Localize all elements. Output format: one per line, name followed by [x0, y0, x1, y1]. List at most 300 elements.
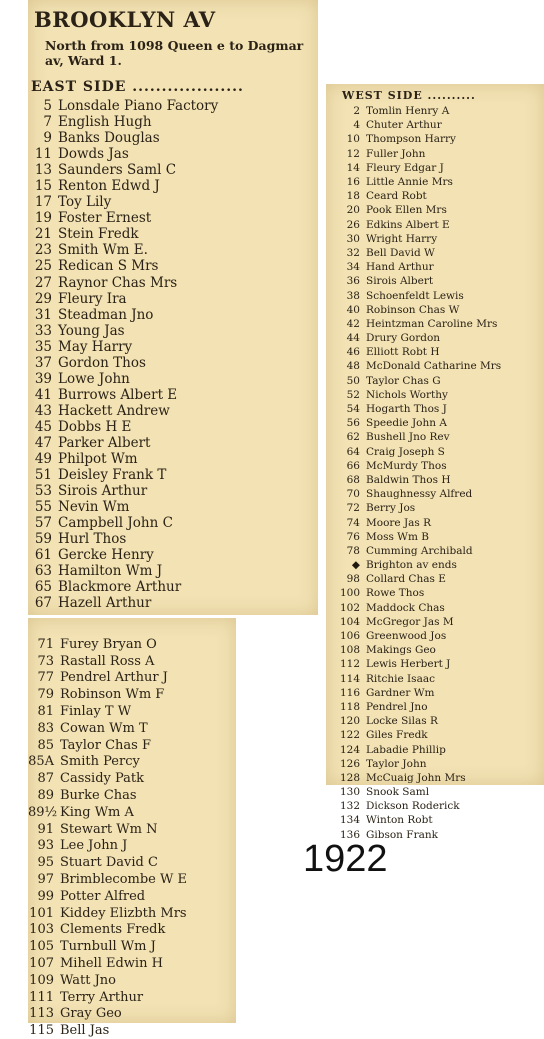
directory-entry	[326, 218, 501, 232]
resident-name: Snook Saml	[366, 786, 430, 799]
directory-entry	[28, 323, 218, 339]
directory-entry	[28, 754, 187, 771]
directory-entry	[28, 275, 218, 291]
east-side-list	[28, 98, 218, 612]
house-number: 132	[339, 800, 360, 813]
house-number: 59	[34, 531, 52, 548]
directory-entry	[28, 531, 218, 547]
directory-entry	[28, 162, 218, 178]
directory-entry	[326, 742, 501, 756]
directory-entry	[326, 232, 501, 246]
house-number: 126	[339, 757, 360, 770]
resident-name: Makings Geo	[366, 644, 436, 657]
resident-name: Bell Jas	[60, 1023, 110, 1039]
directory-entry	[326, 203, 501, 217]
house-number: 113	[29, 1006, 54, 1022]
resident-name: Blackmore Arthur	[58, 579, 182, 596]
directory-entry	[326, 246, 501, 260]
directory-entry	[326, 714, 501, 728]
resident-name: Little Annie Mrs	[366, 176, 453, 189]
house-number: 79	[37, 687, 54, 703]
directory-entry	[28, 636, 187, 653]
house-number: 38	[346, 289, 360, 302]
resident-name: English Hugh	[58, 114, 152, 131]
resident-name: Gercke Henry	[58, 547, 154, 564]
house-number: 116	[339, 686, 360, 699]
resident-name: McCuaig John Mrs	[366, 771, 466, 784]
house-number: 40	[346, 303, 360, 316]
resident-name: Philpot Wm	[58, 451, 138, 468]
house-number: 55	[34, 499, 52, 516]
house-number: 100	[339, 587, 360, 600]
house-number: 11	[34, 146, 52, 163]
house-number: 47	[34, 435, 52, 451]
resident-name: Elliott Robt H	[366, 346, 440, 359]
directory-entry	[28, 938, 187, 955]
house-number: 12	[346, 147, 360, 160]
house-number: 15	[34, 178, 52, 195]
east-side-continued-list	[28, 636, 187, 1039]
directory-entry	[326, 161, 501, 175]
resident-name: Thompson Harry	[366, 133, 456, 146]
resident-name: Moore Jas R	[366, 516, 432, 529]
resident-name: Kiddey Elizbth Mrs	[60, 905, 187, 921]
resident-name: Pendrel Jno	[366, 700, 428, 713]
house-number: 124	[339, 743, 360, 756]
directory-entry	[326, 572, 501, 586]
resident-name: Greenwood Jos	[366, 630, 447, 643]
west-side-list	[326, 104, 501, 842]
resident-name: Taylor Chas G	[366, 374, 441, 387]
house-number: 51	[34, 467, 52, 484]
directory-entry	[326, 473, 501, 487]
house-number: 111	[29, 989, 54, 1005]
resident-name: Gray Geo	[60, 1006, 122, 1022]
directory-entry	[326, 813, 501, 827]
resident-name: Pendrel Arthur J	[60, 670, 168, 686]
house-number: 41	[34, 386, 52, 403]
directory-entry	[28, 737, 187, 754]
resident-name: Sirois Arthur	[58, 483, 148, 500]
house-number: 10	[346, 133, 360, 146]
directory-entry	[28, 653, 187, 670]
resident-name: Berry Jos	[366, 502, 416, 515]
resident-name: Maddock Chas	[366, 601, 445, 614]
directory-entry	[28, 403, 218, 419]
resident-name: Terry Arthur	[60, 989, 144, 1005]
house-number: 19	[34, 210, 52, 227]
resident-name: Hand Arthur	[366, 261, 434, 274]
directory-entry	[28, 467, 218, 483]
house-number: 99	[37, 888, 54, 904]
resident-name: Foster Ernest	[58, 210, 152, 227]
resident-name: Banks Douglas	[58, 130, 160, 147]
resident-name: Drury Gordon	[366, 332, 441, 345]
house-number: 104	[339, 615, 360, 628]
directory-entry	[28, 922, 187, 939]
resident-name: Labadie Phillip	[366, 743, 446, 756]
directory-entry	[326, 288, 501, 302]
directory-entry	[28, 955, 187, 972]
resident-name: Furey Bryan O	[60, 636, 157, 652]
directory-entry	[28, 888, 187, 905]
resident-name: Tomlin Henry A	[366, 105, 450, 118]
resident-name: McGregor Jas M	[366, 615, 454, 628]
resident-name: Redican S Mrs	[58, 258, 159, 275]
house-number: 120	[339, 715, 360, 728]
resident-name: Gibson Frank	[366, 828, 438, 841]
directory-entry	[326, 416, 501, 430]
street-description-line-2: av, Ward 1.	[45, 53, 122, 68]
directory-entry	[326, 771, 501, 785]
house-number: 21	[34, 226, 52, 243]
east-side-heading: EAST SIDE ...................	[31, 79, 244, 95]
house-number: 37	[34, 354, 52, 371]
house-number: 27	[34, 274, 52, 291]
directory-entry	[28, 371, 218, 387]
resident-name: Chuter Arthur	[366, 119, 442, 132]
house-number: 76	[346, 530, 360, 543]
house-number: 63	[34, 563, 52, 580]
house-number: 73	[37, 653, 54, 669]
house-number: 102	[339, 601, 360, 614]
directory-entry	[28, 804, 187, 821]
resident-name: Smith Wm E.	[58, 242, 148, 259]
house-number: 130	[339, 786, 360, 799]
house-number: 26	[346, 218, 360, 231]
house-number: 87	[37, 771, 54, 787]
directory-entry	[326, 530, 501, 544]
house-number: 56	[346, 417, 360, 430]
street-description-line-1: North from 1098 Queen e to Dagmar	[45, 38, 304, 53]
house-number: 17	[34, 194, 52, 211]
house-number: 128	[339, 771, 360, 784]
house-number: 68	[346, 473, 360, 486]
house-number: 7	[43, 114, 52, 131]
resident-name: Stein Fredk	[58, 226, 139, 243]
directory-entry	[326, 601, 501, 615]
directory-entry	[28, 242, 218, 258]
resident-name: Lee John J	[60, 838, 128, 854]
resident-name: Fleury Edgar J	[366, 161, 444, 174]
directory-entry	[326, 118, 501, 132]
house-number: 66	[346, 459, 360, 472]
resident-name: Taylor John	[366, 757, 427, 770]
directory-entry	[28, 770, 187, 787]
house-number: 89½	[28, 804, 58, 820]
resident-name: Brighton av ends	[366, 559, 457, 572]
directory-entry	[326, 558, 501, 572]
resident-name: Ceard Robt	[366, 190, 427, 203]
resident-name: Winton Robt	[366, 814, 433, 827]
house-number: 43	[34, 402, 52, 419]
directory-entry	[326, 785, 501, 799]
directory-entry	[326, 374, 501, 388]
directory-entry	[28, 258, 218, 274]
resident-name: Turnbull Wm J	[60, 939, 156, 955]
house-number: 65	[34, 579, 52, 596]
directory-entry	[28, 499, 218, 515]
resident-name: Cowan Wm T	[60, 720, 148, 736]
house-number: 61	[34, 547, 52, 564]
house-number: 31	[34, 306, 52, 323]
directory-entry	[326, 359, 501, 373]
directory-entry	[326, 388, 501, 402]
house-number: 62	[346, 431, 360, 444]
house-number: 34	[346, 261, 360, 274]
directory-entry	[28, 579, 218, 595]
resident-name: Lonsdale Piano Factory	[58, 98, 219, 115]
resident-name: Gardner Wm	[366, 686, 435, 699]
directory-entry	[28, 703, 187, 720]
directory-entry	[326, 175, 501, 189]
house-number: 136	[339, 828, 360, 841]
directory-entry	[28, 563, 218, 579]
house-number: 33	[34, 322, 52, 339]
resident-name: Hogarth Thos J	[366, 403, 447, 416]
resident-name: Parker Albert	[58, 435, 151, 451]
resident-name: Hackett Andrew	[58, 402, 170, 419]
resident-name: Fuller John	[366, 147, 426, 160]
house-number: 29	[34, 290, 52, 307]
directory-entry	[326, 544, 501, 558]
directory-entry	[28, 146, 218, 162]
resident-name: Hamilton Wm J	[58, 563, 163, 580]
house-number: 107	[29, 956, 54, 972]
house-number: 50	[346, 374, 360, 387]
resident-name: Dowds Jas	[58, 146, 129, 163]
house-number: 44	[346, 332, 360, 345]
house-number: 32	[346, 246, 360, 259]
resident-name: Smith Percy	[60, 754, 140, 770]
house-number: 52	[346, 388, 360, 401]
house-number: 112	[339, 658, 360, 671]
house-number: 114	[339, 672, 360, 685]
house-number: 101	[29, 905, 54, 921]
directory-entry	[28, 821, 187, 838]
resident-name: McDonald Catharine Mrs	[366, 360, 502, 373]
directory-entry	[28, 451, 218, 467]
resident-name: Fleury Ira	[58, 290, 127, 307]
resident-name: Collard Chas E	[366, 573, 446, 586]
directory-entry	[326, 615, 501, 629]
directory-entry	[326, 657, 501, 671]
house-number: 115	[29, 1023, 54, 1039]
directory-entry	[326, 104, 501, 118]
directory-entry	[326, 147, 501, 161]
house-number: 18	[346, 190, 360, 203]
directory-entry	[28, 1006, 187, 1023]
directory-entry	[326, 132, 501, 146]
house-number: 71	[37, 636, 54, 652]
house-number: 16	[346, 176, 360, 189]
directory-entry	[28, 339, 218, 355]
house-number: 106	[339, 630, 360, 643]
directory-entry	[326, 274, 501, 288]
directory-entry	[28, 194, 218, 210]
directory-entry	[28, 670, 187, 687]
directory-entry	[326, 345, 501, 359]
resident-name: Heintzman Caroline Mrs	[366, 317, 498, 330]
resident-name: Dobbs H E	[58, 418, 132, 435]
resident-name: Brimblecombe W E	[60, 872, 187, 888]
house-number: 81	[37, 704, 54, 720]
directory-entry	[28, 515, 218, 531]
resident-name: Moss Wm B	[366, 530, 429, 543]
house-number: 25	[34, 258, 52, 275]
directory-entry	[28, 226, 218, 242]
directory-entry	[28, 854, 187, 871]
house-number: 95	[37, 855, 54, 871]
directory-clipping-east-side	[28, 0, 318, 615]
house-number: 42	[346, 317, 360, 330]
resident-name: Nevin Wm	[58, 499, 130, 516]
directory-entry	[28, 210, 218, 226]
resident-name: Pook Ellen Mrs	[366, 204, 447, 217]
house-number: 103	[29, 922, 54, 938]
house-number: 105	[29, 939, 54, 955]
house-number: 35	[34, 338, 52, 355]
house-number: 70	[346, 488, 360, 501]
directory-entry	[28, 419, 218, 435]
directory-entry	[326, 317, 501, 331]
resident-name: Watt Jno	[60, 972, 116, 988]
directory-entry	[28, 787, 187, 804]
resident-name: Steadman Jno	[58, 306, 154, 323]
year-label: 1922	[303, 838, 388, 880]
house-number: 93	[37, 838, 54, 854]
resident-name: Renton Edwd J	[58, 178, 160, 195]
directory-entry	[28, 871, 187, 888]
resident-name: Bell David W	[366, 246, 435, 259]
house-number: 54	[346, 403, 360, 416]
house-number: 97	[37, 872, 54, 888]
resident-name: Deisley Frank T	[58, 467, 167, 484]
directory-entry	[326, 799, 501, 813]
resident-name: Shaughnessy Alfred	[366, 488, 473, 501]
resident-name: Rastall Ross A	[60, 653, 155, 669]
resident-name: Schoenfeldt Lewis	[366, 289, 464, 302]
directory-entry	[326, 430, 501, 444]
resident-name: Speedie John A	[366, 417, 447, 430]
directory-entry	[326, 586, 501, 600]
resident-name: Stuart David C	[60, 855, 158, 871]
house-number: 57	[34, 515, 52, 532]
resident-name: Sirois Albert	[366, 275, 434, 288]
house-number: 85A	[28, 754, 54, 770]
house-number: 74	[346, 516, 360, 529]
resident-name: Campbell John C	[58, 515, 173, 532]
diamond-marker: ◆	[351, 559, 360, 572]
directory-entry	[326, 686, 501, 700]
resident-name: Hazell Arthur	[58, 595, 152, 612]
resident-name: Saunders Saml C	[58, 162, 177, 179]
resident-name: Clements Fredk	[60, 922, 166, 938]
resident-name: Cumming Archibald	[366, 544, 473, 557]
resident-name: Stewart Wm N	[60, 821, 158, 837]
directory-entry	[326, 501, 501, 515]
directory-entry	[28, 1022, 187, 1039]
resident-name: Rowe Thos	[366, 587, 425, 600]
directory-entry	[28, 435, 218, 451]
house-number: 53	[34, 483, 52, 500]
house-number: 48	[346, 360, 360, 373]
house-number: 83	[37, 720, 54, 736]
house-number: 72	[346, 502, 360, 515]
directory-clipping-west-side	[326, 84, 544, 841]
directory-entry	[28, 178, 218, 194]
resident-name: King Wm A	[60, 804, 134, 820]
resident-name: Wright Harry	[366, 232, 438, 245]
resident-name: Dickson Roderick	[366, 800, 460, 813]
house-number: 49	[34, 451, 52, 468]
directory-entry	[326, 757, 501, 771]
house-number: 5	[43, 98, 52, 115]
house-number: 39	[34, 370, 52, 387]
street-title: BROOKLYN AV	[34, 7, 216, 32]
directory-entry	[28, 972, 187, 989]
resident-name: Potter Alfred	[60, 888, 146, 904]
directory-entry	[28, 307, 218, 323]
resident-name: Burke Chas	[60, 788, 137, 804]
house-number: 64	[346, 445, 360, 458]
resident-name: Baldwin Thos H	[366, 473, 451, 486]
directory-entry	[28, 98, 218, 114]
resident-name: Young Jas	[58, 322, 125, 339]
directory-entry	[326, 260, 501, 274]
house-number: 23	[34, 242, 52, 259]
resident-name: Lowe John	[58, 370, 130, 387]
house-number: 134	[339, 814, 360, 827]
directory-entry	[28, 547, 218, 563]
resident-name: May Harry	[58, 338, 133, 355]
house-number: 14	[346, 161, 360, 174]
resident-name: Giles Fredk	[366, 729, 428, 742]
house-number: 20	[346, 204, 360, 217]
house-number: 4	[353, 119, 360, 132]
resident-name: Craig Joseph S	[366, 445, 445, 458]
house-number: 91	[37, 821, 54, 837]
directory-entry	[28, 595, 218, 611]
directory-entry	[28, 483, 218, 499]
house-number: 89	[37, 788, 54, 804]
directory-entry	[28, 291, 218, 307]
house-number: 13	[34, 162, 52, 179]
directory-entry	[326, 487, 501, 501]
resident-name: Raynor Chas Mrs	[58, 274, 178, 291]
resident-name: Locke Silas R	[366, 715, 438, 728]
resident-name: Toy Lily	[58, 194, 112, 211]
resident-name: Nichols Worthy	[366, 388, 448, 401]
directory-entry	[28, 905, 187, 922]
directory-entry	[28, 355, 218, 371]
directory-entry	[326, 459, 501, 473]
directory-entry	[28, 720, 187, 737]
directory-entry	[326, 672, 501, 686]
resident-name: Gordon Thos	[58, 354, 146, 371]
directory-entry	[326, 303, 501, 317]
house-number: 46	[346, 346, 360, 359]
house-number: 9	[43, 130, 52, 147]
resident-name: Hurl Thos	[58, 531, 127, 548]
resident-name: Finlay T W	[60, 704, 132, 720]
directory-clipping-east-side-continued	[28, 618, 236, 1039]
directory-entry	[326, 445, 501, 459]
house-number: 77	[37, 670, 54, 686]
directory-entry	[326, 331, 501, 345]
house-number: 98	[346, 573, 360, 586]
directory-entry	[326, 189, 501, 203]
